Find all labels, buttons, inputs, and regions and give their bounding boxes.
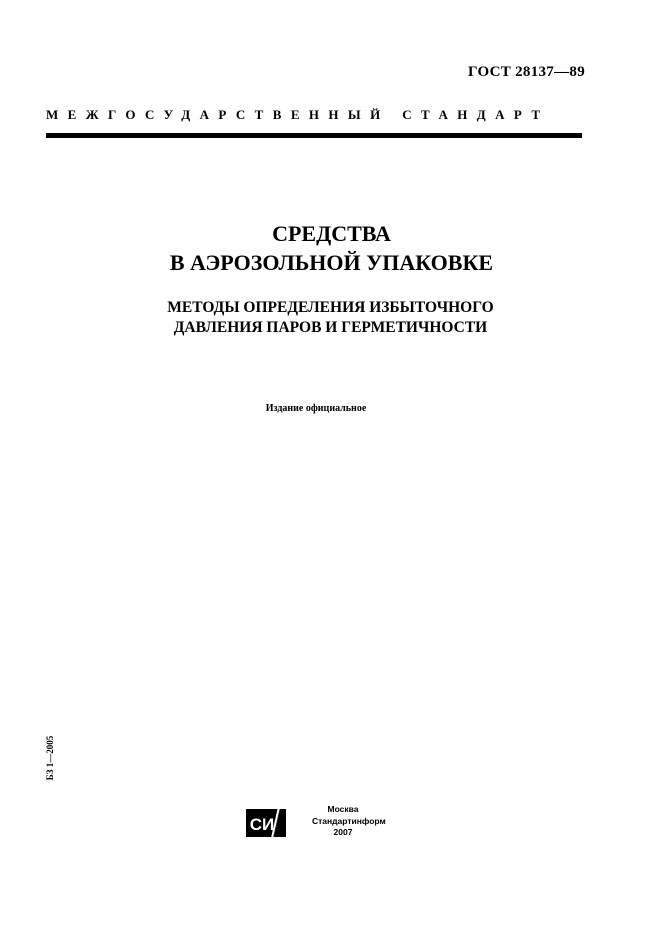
document-subtitle [0,298,661,338]
publication-year: 2007 [333,827,353,837]
edition-label: Издание официальное [265,403,367,414]
publisher-logo-icon [246,806,286,838]
title-line-2: В АЭРОЗОЛЬНОЙ УПАКОВКЕ [169,250,494,275]
title-line-1: СРЕДСТВА [272,221,391,246]
subtitle-line-1: МЕТОДЫ ОПРЕДЕЛЕНИЯ ИЗБЫТОЧНОГО [167,299,494,316]
print-code: БЗ 1—2005 [45,735,55,781]
document-number: ГОСТ 28137—89 [467,64,585,80]
header-divider [46,133,582,138]
publisher-block [312,804,386,839]
document-title [0,219,661,277]
standard-type-heading: МЕЖГОСУДАРСТВЕННЫЙ СТАНДАРТ [46,107,550,122]
publisher-logo-text: СИ [249,815,275,834]
publisher-name: Стандартинформ [312,815,386,826]
subtitle-line-2: ДАВЛЕНИЯ ПАРОВ И ГЕРМЕТИЧНОСТИ [173,319,488,336]
publisher-city: Москва [327,804,359,814]
